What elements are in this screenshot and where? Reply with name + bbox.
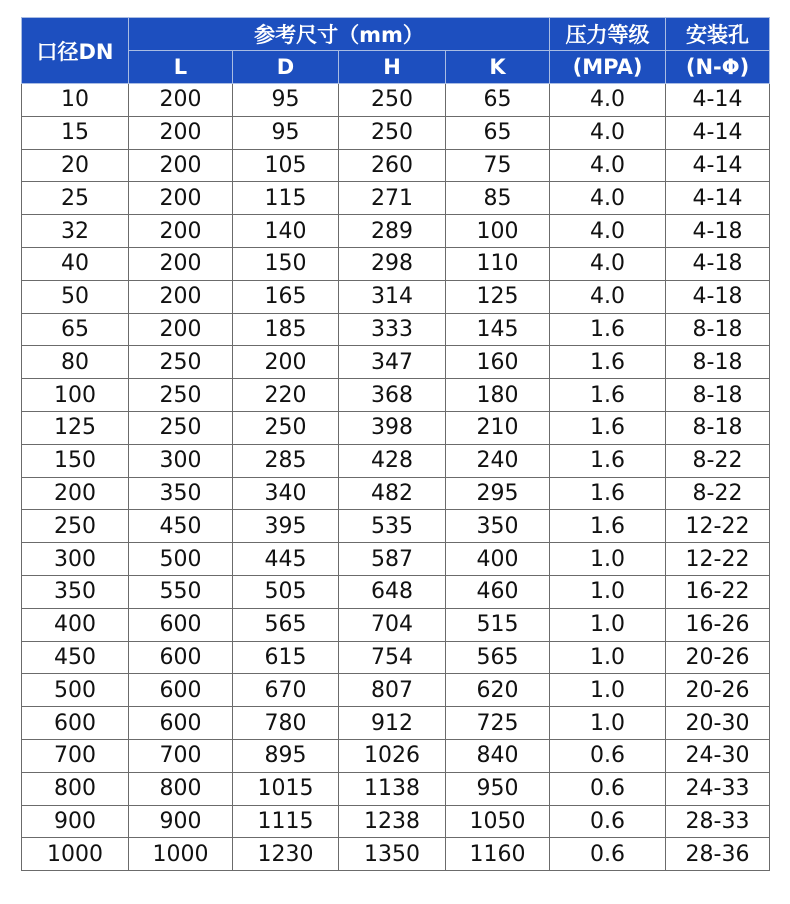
dn-cell: 50: [22, 280, 129, 313]
l-cell: 350: [129, 477, 233, 510]
h-cell: 754: [339, 641, 446, 674]
h-cell: 587: [339, 543, 446, 576]
l-cell: 200: [129, 149, 233, 182]
holes-cell: 12-22: [666, 543, 770, 576]
h-cell: 428: [339, 444, 446, 477]
pressure-cell: 4.0: [550, 247, 666, 280]
table-row: [22, 346, 770, 379]
dn-cell: 900: [22, 805, 129, 838]
l-cell: 250: [129, 346, 233, 379]
l-cell: 900: [129, 805, 233, 838]
pressure-cell: 4.0: [550, 182, 666, 215]
holes-cell: 8-18: [666, 411, 770, 444]
l-cell: 200: [129, 313, 233, 346]
holes-cell: 8-18: [666, 346, 770, 379]
d-cell: 1015: [233, 772, 339, 805]
d-cell: 95: [233, 116, 339, 149]
l-cell: 800: [129, 772, 233, 805]
l-cell: 550: [129, 575, 233, 608]
k-cell: 65: [446, 84, 550, 117]
holes-cell: 8-18: [666, 379, 770, 412]
d-cell: 95: [233, 84, 339, 117]
d-cell: 165: [233, 280, 339, 313]
dn-cell: 1000: [22, 838, 129, 871]
l-cell: 250: [129, 379, 233, 412]
pressure-cell: 1.0: [550, 674, 666, 707]
pressure-cell: 4.0: [550, 215, 666, 248]
d-cell: 505: [233, 575, 339, 608]
d-cell: 565: [233, 608, 339, 641]
dn-cell: 15: [22, 116, 129, 149]
pressure-cell: 0.6: [550, 772, 666, 805]
l-cell: 200: [129, 116, 233, 149]
dn-cell: 200: [22, 477, 129, 510]
d-cell: 150: [233, 247, 339, 280]
dn-cell: 40: [22, 247, 129, 280]
dn-cell: 500: [22, 674, 129, 707]
l-cell: 300: [129, 444, 233, 477]
l-cell: 200: [129, 215, 233, 248]
dn-cell: 150: [22, 444, 129, 477]
h-cell: 250: [339, 116, 446, 149]
header-dn: 口径DN: [22, 18, 129, 84]
holes-cell: 4-14: [666, 84, 770, 117]
d-cell: 250: [233, 411, 339, 444]
k-cell: 110: [446, 247, 550, 280]
d-cell: 615: [233, 641, 339, 674]
h-cell: 347: [339, 346, 446, 379]
d-cell: 670: [233, 674, 339, 707]
header-pressure: 压力等级: [550, 18, 666, 51]
pressure-cell: 0.6: [550, 805, 666, 838]
header-holes-unit: (N-Φ): [666, 51, 770, 84]
d-cell: 220: [233, 379, 339, 412]
pressure-cell: 1.6: [550, 477, 666, 510]
table-row: [22, 116, 770, 149]
dn-cell: 65: [22, 313, 129, 346]
k-cell: 295: [446, 477, 550, 510]
d-cell: 285: [233, 444, 339, 477]
dn-cell: 20: [22, 149, 129, 182]
holes-cell: 4-18: [666, 280, 770, 313]
pressure-cell: 0.6: [550, 739, 666, 772]
dn-cell: 300: [22, 543, 129, 576]
table-row: [22, 411, 770, 444]
dn-cell: 100: [22, 379, 129, 412]
h-cell: 250: [339, 84, 446, 117]
k-cell: 350: [446, 510, 550, 543]
dn-cell: 32: [22, 215, 129, 248]
k-cell: 160: [446, 346, 550, 379]
k-cell: 950: [446, 772, 550, 805]
header-l: L: [129, 51, 233, 84]
pressure-cell: 1.0: [550, 608, 666, 641]
h-cell: 333: [339, 313, 446, 346]
d-cell: 395: [233, 510, 339, 543]
table-header: [22, 18, 770, 84]
dn-cell: 400: [22, 608, 129, 641]
table-row: [22, 707, 770, 740]
d-cell: 895: [233, 739, 339, 772]
d-cell: 445: [233, 543, 339, 576]
holes-cell: 4-14: [666, 182, 770, 215]
header-row-2: [22, 51, 770, 84]
holes-cell: 24-33: [666, 772, 770, 805]
h-cell: 1138: [339, 772, 446, 805]
header-holes: 安装孔: [666, 18, 770, 51]
l-cell: 200: [129, 280, 233, 313]
holes-cell: 20-26: [666, 641, 770, 674]
d-cell: 780: [233, 707, 339, 740]
header-dims-group: 参考尺寸（mm）: [129, 18, 550, 51]
l-cell: 700: [129, 739, 233, 772]
pressure-cell: 4.0: [550, 84, 666, 117]
pressure-cell: 4.0: [550, 280, 666, 313]
k-cell: 840: [446, 739, 550, 772]
d-cell: 105: [233, 149, 339, 182]
h-cell: 260: [339, 149, 446, 182]
h-cell: 314: [339, 280, 446, 313]
d-cell: 140: [233, 215, 339, 248]
holes-cell: 20-26: [666, 674, 770, 707]
holes-cell: 8-22: [666, 477, 770, 510]
k-cell: 145: [446, 313, 550, 346]
l-cell: 600: [129, 641, 233, 674]
holes-cell: 4-18: [666, 247, 770, 280]
d-cell: 200: [233, 346, 339, 379]
holes-cell: 4-14: [666, 116, 770, 149]
holes-cell: 28-33: [666, 805, 770, 838]
header-row-1: [22, 18, 770, 51]
table-row: [22, 215, 770, 248]
holes-cell: 16-26: [666, 608, 770, 641]
k-cell: 100: [446, 215, 550, 248]
l-cell: 450: [129, 510, 233, 543]
table-row: [22, 379, 770, 412]
header-d: D: [233, 51, 339, 84]
h-cell: 289: [339, 215, 446, 248]
h-cell: 535: [339, 510, 446, 543]
l-cell: 600: [129, 608, 233, 641]
dn-cell: 800: [22, 772, 129, 805]
holes-cell: 4-14: [666, 149, 770, 182]
pressure-cell: 4.0: [550, 149, 666, 182]
table-row: [22, 575, 770, 608]
table-row: [22, 510, 770, 543]
pressure-cell: 1.6: [550, 379, 666, 412]
table-row: [22, 444, 770, 477]
pressure-cell: 1.6: [550, 444, 666, 477]
k-cell: 460: [446, 575, 550, 608]
k-cell: 180: [446, 379, 550, 412]
h-cell: 298: [339, 247, 446, 280]
h-cell: 1350: [339, 838, 446, 871]
holes-cell: 24-30: [666, 739, 770, 772]
pressure-cell: 1.0: [550, 543, 666, 576]
l-cell: 200: [129, 247, 233, 280]
pressure-cell: 4.0: [550, 116, 666, 149]
table-row: [22, 84, 770, 117]
dn-cell: 450: [22, 641, 129, 674]
l-cell: 200: [129, 84, 233, 117]
k-cell: 65: [446, 116, 550, 149]
header-pressure-unit: (MPA): [550, 51, 666, 84]
k-cell: 210: [446, 411, 550, 444]
table-body: [22, 84, 770, 871]
k-cell: 240: [446, 444, 550, 477]
dn-cell: 600: [22, 707, 129, 740]
header-k: K: [446, 51, 550, 84]
dn-cell: 350: [22, 575, 129, 608]
l-cell: 1000: [129, 838, 233, 871]
h-cell: 398: [339, 411, 446, 444]
spec-table: [21, 17, 770, 871]
k-cell: 1050: [446, 805, 550, 838]
table-row: [22, 772, 770, 805]
dn-cell: 80: [22, 346, 129, 379]
dn-cell: 125: [22, 411, 129, 444]
header-h: H: [339, 51, 446, 84]
h-cell: 368: [339, 379, 446, 412]
table-row: [22, 313, 770, 346]
table-row: [22, 641, 770, 674]
l-cell: 600: [129, 674, 233, 707]
table-row: [22, 674, 770, 707]
pressure-cell: 1.0: [550, 707, 666, 740]
table-row: [22, 805, 770, 838]
h-cell: 912: [339, 707, 446, 740]
k-cell: 400: [446, 543, 550, 576]
pressure-cell: 1.6: [550, 411, 666, 444]
h-cell: 271: [339, 182, 446, 215]
h-cell: 648: [339, 575, 446, 608]
pressure-cell: 1.6: [550, 313, 666, 346]
pressure-cell: 1.0: [550, 641, 666, 674]
h-cell: 807: [339, 674, 446, 707]
k-cell: 85: [446, 182, 550, 215]
k-cell: 75: [446, 149, 550, 182]
pressure-cell: 1.0: [550, 575, 666, 608]
table-row: [22, 280, 770, 313]
pressure-cell: 1.6: [550, 510, 666, 543]
dn-cell: 700: [22, 739, 129, 772]
holes-cell: 28-36: [666, 838, 770, 871]
k-cell: 620: [446, 674, 550, 707]
k-cell: 565: [446, 641, 550, 674]
table-row: [22, 739, 770, 772]
dn-cell: 25: [22, 182, 129, 215]
holes-cell: 12-22: [666, 510, 770, 543]
d-cell: 340: [233, 477, 339, 510]
table-row: [22, 477, 770, 510]
holes-cell: 8-22: [666, 444, 770, 477]
l-cell: 200: [129, 182, 233, 215]
d-cell: 1115: [233, 805, 339, 838]
table-row: [22, 608, 770, 641]
k-cell: 725: [446, 707, 550, 740]
table-row: [22, 838, 770, 871]
table-row: [22, 182, 770, 215]
k-cell: 515: [446, 608, 550, 641]
table-row: [22, 247, 770, 280]
d-cell: 115: [233, 182, 339, 215]
h-cell: 704: [339, 608, 446, 641]
table-row: [22, 543, 770, 576]
holes-cell: 20-30: [666, 707, 770, 740]
k-cell: 125: [446, 280, 550, 313]
h-cell: 482: [339, 477, 446, 510]
table-row: [22, 149, 770, 182]
dn-cell: 250: [22, 510, 129, 543]
h-cell: 1026: [339, 739, 446, 772]
holes-cell: 16-22: [666, 575, 770, 608]
d-cell: 1230: [233, 838, 339, 871]
l-cell: 250: [129, 411, 233, 444]
holes-cell: 4-18: [666, 215, 770, 248]
dn-cell: 10: [22, 84, 129, 117]
l-cell: 600: [129, 707, 233, 740]
h-cell: 1238: [339, 805, 446, 838]
d-cell: 185: [233, 313, 339, 346]
pressure-cell: 1.6: [550, 346, 666, 379]
l-cell: 500: [129, 543, 233, 576]
holes-cell: 8-18: [666, 313, 770, 346]
k-cell: 1160: [446, 838, 550, 871]
pressure-cell: 0.6: [550, 838, 666, 871]
